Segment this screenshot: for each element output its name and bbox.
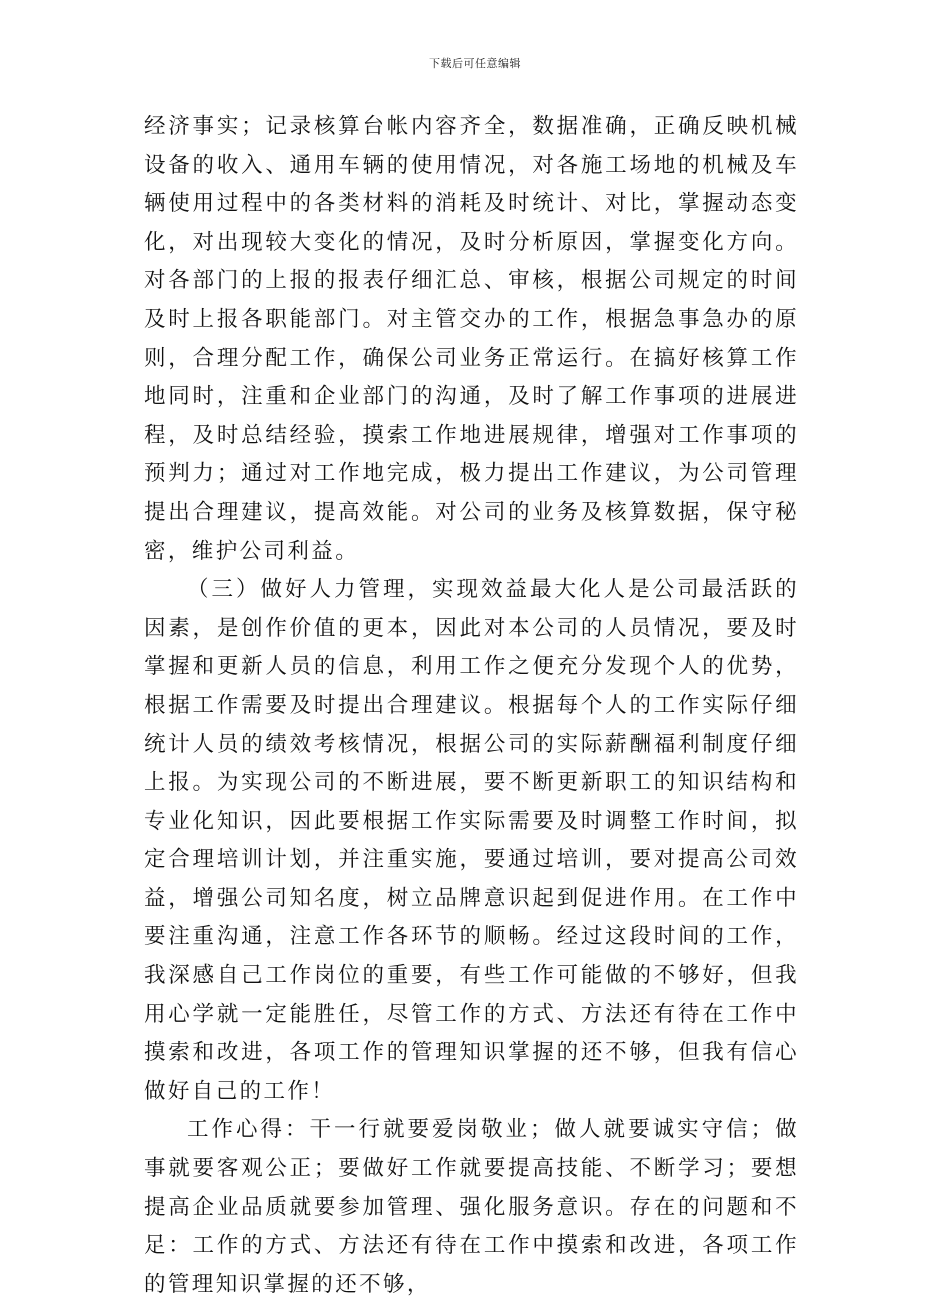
paragraph-hr-management: （三）做好人力管理，实现效益最大化人是公司最活跃的因素，是创作价值的更本，因此对本公司的人员情况，要及时掌握和更新人员的信息，利用工作之便充分发现个人的优势，根据工作需要及时提出合理建议。根据每个人的工作实际仔细统计人员的绩效考核情况，根据公司的实际薪酬福利制度仔细上报。为实现公司的不断进展，要不断更新职工的知识结构和专业化知识，因此要根据工作实际需要及时调整工作时间，拟定合理培训计划，并注重实施，要通过培训，要对提高公司效益，增强公司知名度，树立品牌意识起到促进作用。在工作中要注重沟通，注意工作各环节的顺畅。经过这段时间的工作，我深感自己工作岗位的重要，有些工作可能做的不够好，但我用心学就一定能胜任，尽管工作的方式、方法还有待在工作中摸索和改进，各项工作的管理知识掌握的还不够，但我有信心做好自己的工作！ (144, 577, 799, 1104)
paragraph-continuation: 经济事实；记录核算台帐内容齐全，数据准确，正确反映机械设备的收入、通用车辆的使用情况，对各施工场地的机械及车辆使用过程中的各类材料的消耗及时统计、对比，掌握动态变化，对出现较大变化的情况，及时分析原因，掌握变化方向。对各部门的上报的报表仔细汇总、审核，根据公司规定的时间及时上报各职能部门。对主管交办的工作，根据急事急办的原则，合理分配工作，确保公司业务正常运行。在搞好核算工作地同时，注重和企业部门的沟通，及时了解工作事项的进展进程，及时总结经验，摸索工作地进展规律，增强对工作事项的预判力；通过对工作地完成，极力提出工作建议，为公司管理提出合理建议，提高效能。对公司的业务及核算数据，保守秘密，维护公司利益。 (144, 114, 799, 564)
header-note: 下载后可任意编辑 (429, 57, 521, 70)
paragraph-work-insights: 工作心得：干一行就要爱岗敬业；做人就要诚实守信；做事就要客观公正；要做好工作就要提高技能、不断学习；要想提高企业品质就要参加管理、强化服务意识。存在的问题和不足：工作的方式、方法还有待在工作中摸索和改进，各项工作的管理知识掌握的还不够， (144, 1117, 799, 1297)
document-body (144, 108, 799, 1304)
